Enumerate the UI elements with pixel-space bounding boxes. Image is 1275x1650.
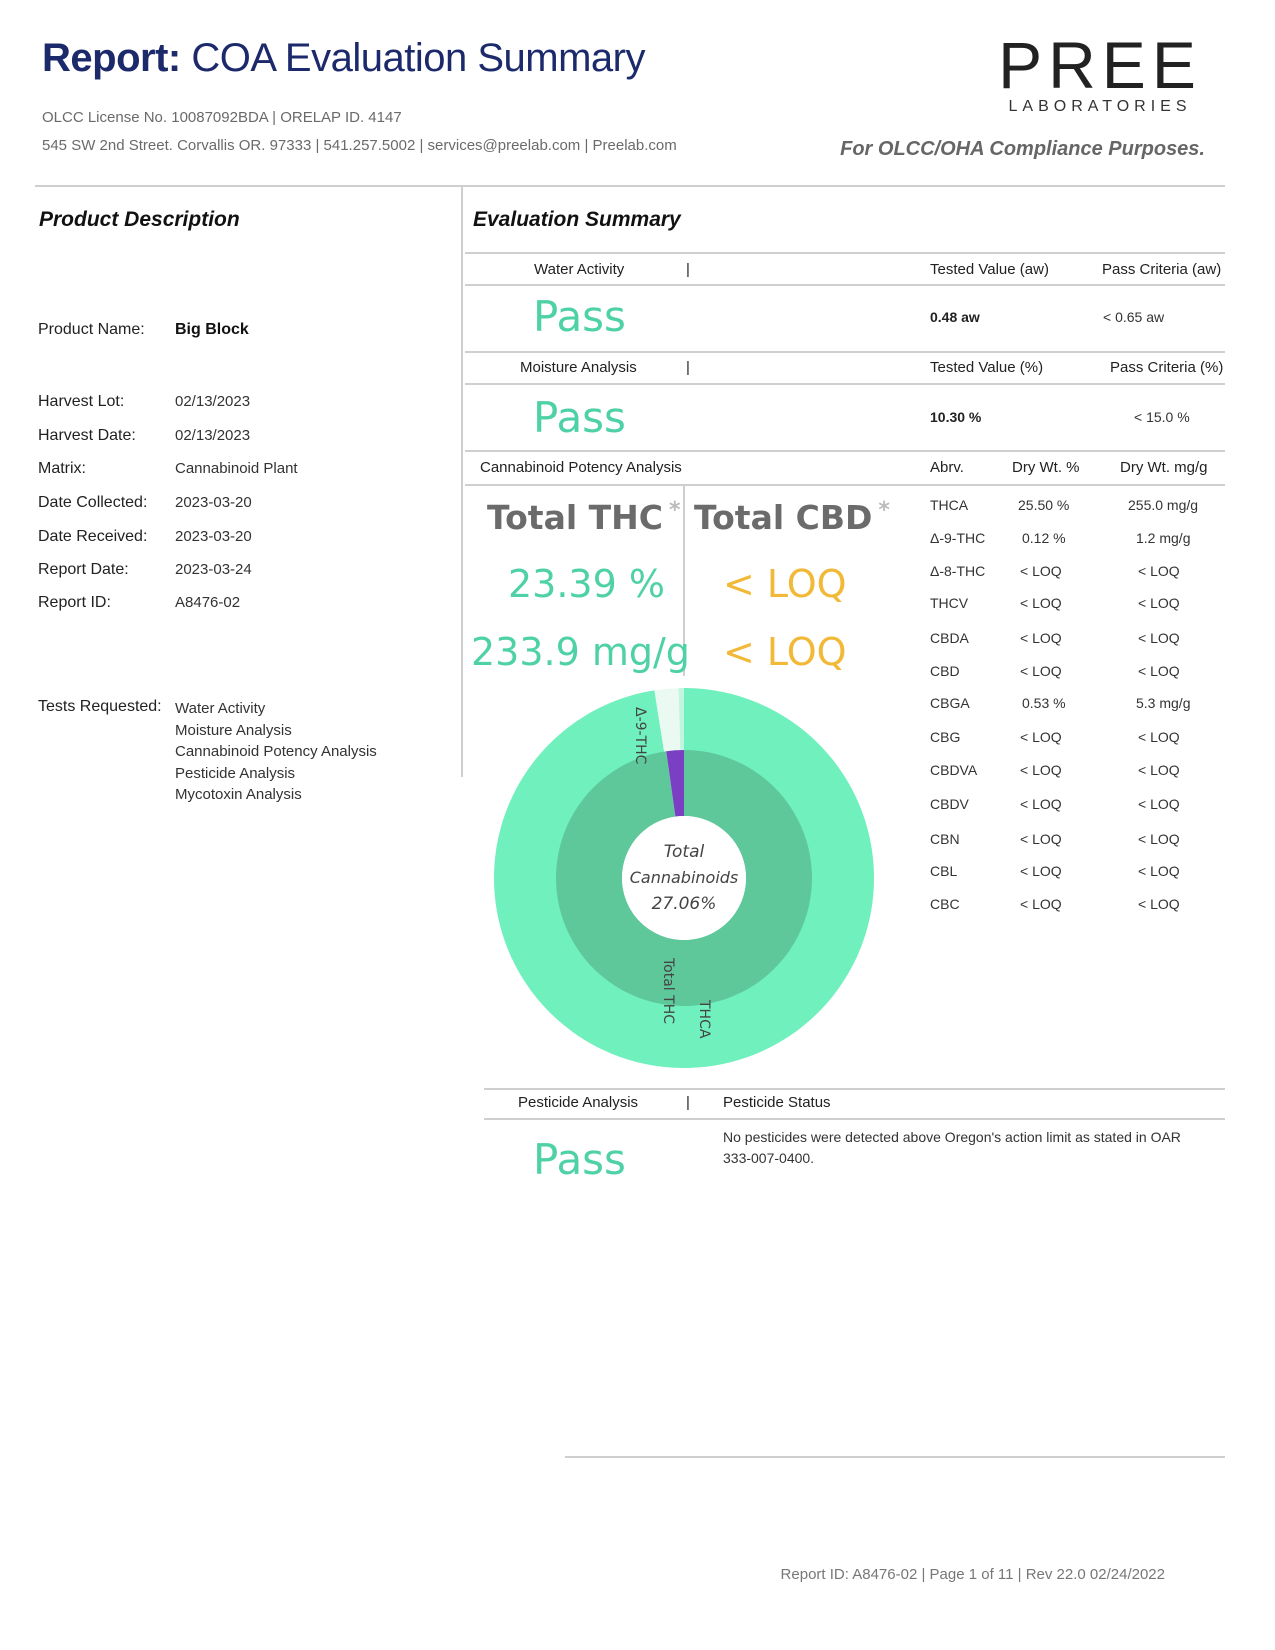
cannabinoid-mg: < LOQ	[1138, 863, 1180, 879]
column-divider	[461, 187, 463, 777]
water-tested-value: 0.48 aw	[930, 309, 980, 325]
field-label: Date Received:	[38, 528, 148, 545]
cannabinoid-pct: < LOQ	[1020, 663, 1062, 679]
cannabinoid-pct: < LOQ	[1020, 796, 1062, 812]
cannabinoid-mg: < LOQ	[1138, 630, 1180, 646]
test-item: Water Activity	[175, 700, 266, 717]
evaluation-summary-title: Evaluation Summary	[473, 208, 681, 231]
tested-value-header: Tested Value (%)	[930, 359, 1044, 376]
pesticide-analysis-label: Pesticide Analysis	[518, 1094, 639, 1111]
d9thc-slice-label: Δ-9-THC	[632, 707, 648, 765]
divider	[465, 284, 1225, 286]
matrix-value: Cannabinoid Plant	[175, 460, 298, 477]
cannabinoid-abrv: CBGA	[930, 695, 970, 711]
dry-wt-pct-header: Dry Wt. %	[1012, 459, 1080, 476]
report-id-value: A8476-02	[175, 594, 241, 611]
dry-wt-mg-header: Dry Wt. mg/g	[1120, 459, 1208, 476]
water-pass-criteria: < 0.65 aw	[1103, 309, 1165, 325]
cannabinoid-pct: < LOQ	[1020, 896, 1062, 912]
product-description-title: Product Description	[39, 208, 240, 231]
page-title: Report: COA Evaluation Summary	[42, 36, 645, 80]
pesticide-status-text: No pesticides were detected above Oregon's action limit as stated in OAR 333-007-0400.	[723, 1129, 1181, 1166]
tests-requested-label: Tests Requested:	[38, 698, 162, 715]
pesticide-result: Pass	[533, 1135, 626, 1184]
test-item: Mycotoxin Analysis	[175, 786, 302, 803]
test-item: Moisture Analysis	[175, 721, 292, 739]
cannabinoid-pct: < LOQ	[1020, 863, 1062, 879]
field-label: Report Date:	[38, 561, 129, 578]
address-line: 545 SW 2nd Street. Corvallis OR. 97333 | 541.257.5002 | services@preelab.com | Preelab.com	[42, 137, 677, 154]
cannabinoid-pct: < LOQ	[1020, 630, 1062, 646]
thca-slice-label: THCA	[696, 1000, 712, 1039]
divider	[484, 1118, 1225, 1120]
cannabinoid-abrv: CBDV	[930, 796, 969, 812]
harvest-lot-value: 02/13/2023	[175, 393, 251, 410]
cannabinoid-mg: < LOQ	[1138, 729, 1180, 745]
moisture-pass-criteria: < 15.0 %	[1134, 409, 1190, 425]
moisture-tested-value: 10.30 %	[930, 409, 982, 425]
cannabinoid-pct: 0.53 %	[1022, 695, 1066, 711]
cannabinoid-pct: 0.12 %	[1022, 530, 1066, 546]
report-date-value: 2023-03-24	[175, 561, 252, 578]
pass-criteria-header: Pass Criteria (aw)	[1102, 261, 1222, 278]
bottom-divider	[565, 1456, 1225, 1458]
separator: |	[686, 359, 690, 376]
divider	[484, 1088, 1225, 1090]
cannabinoid-mg: < LOQ	[1138, 563, 1180, 579]
cannabinoid-mg: 255.0 mg/g	[1128, 497, 1199, 513]
cannabinoid-mg: < LOQ	[1138, 796, 1180, 812]
header-divider	[35, 185, 1225, 187]
cannabinoid-abrv: CBG	[930, 729, 961, 745]
product-name-value: Big Block	[175, 321, 249, 338]
center-label-line: 27.06%	[651, 894, 717, 914]
license-line: OLCC License No. 10087092BDA | ORELAP ID. 4147	[42, 109, 402, 126]
cannabinoid-mg: < LOQ	[1138, 663, 1180, 679]
cannabinoid-pct: < LOQ	[1020, 563, 1062, 579]
total-thc-label: Total THC *	[487, 498, 681, 537]
total-cbd-mg: < LOQ	[723, 630, 847, 674]
field-label: Date Collected:	[38, 494, 148, 511]
cannabinoid-abrv: Δ-8-THC	[930, 563, 986, 579]
field-label: Report ID:	[38, 594, 111, 611]
cannabinoid-donut-chart	[470, 670, 890, 1090]
test-item: Cannabinoid Potency Analysis	[175, 743, 377, 760]
cannabinoid-abrv: CBL	[930, 863, 958, 879]
field-label: Product Name:	[38, 321, 145, 338]
cannabinoid-abrv: CBC	[930, 896, 960, 912]
divider	[465, 383, 1225, 385]
cannabinoid-abrv: Δ-9-THC	[930, 530, 986, 546]
water-activity-result: Pass	[533, 292, 626, 341]
date-collected-value: 2023-03-20	[175, 494, 252, 511]
total-cbd-label: Total CBD *	[694, 498, 890, 537]
cannabinoid-abrv: CBDVA	[930, 762, 978, 778]
cannabinoid-mg: < LOQ	[1138, 896, 1180, 912]
pass-criteria-header: Pass Criteria (%)	[1110, 359, 1224, 376]
cannabinoid-mg: 1.2 mg/g	[1136, 530, 1191, 546]
center-label-line: Total	[663, 842, 705, 862]
cannabinoid-pct: < LOQ	[1020, 831, 1062, 847]
tested-value-header: Tested Value (aw)	[930, 261, 1049, 278]
moisture-result: Pass	[533, 393, 626, 442]
pree-logo	[995, 30, 1205, 116]
cannabinoid-pct: < LOQ	[1020, 762, 1062, 778]
pesticide-status-header: Pesticide Status	[723, 1094, 831, 1111]
field-label: Harvest Lot:	[38, 393, 125, 410]
divider	[465, 351, 1225, 353]
separator: |	[686, 261, 690, 278]
total-cbd-percent: < LOQ	[723, 562, 847, 606]
divider	[465, 450, 1225, 452]
cannabinoid-mg: < LOQ	[1138, 595, 1180, 611]
field-label: Harvest Date:	[38, 427, 136, 444]
divider	[465, 252, 1225, 254]
total-thc-slice-label: Total THC	[660, 958, 676, 1025]
logo-main: PREE	[998, 28, 1202, 102]
cannabinoid-pct: 25.50 %	[1018, 497, 1070, 513]
field-label: Matrix:	[38, 460, 86, 477]
divider	[465, 484, 1225, 486]
tests-list	[175, 698, 377, 806]
abrv-header: Abrv.	[930, 459, 964, 476]
cannabinoid-abrv: THCA	[930, 497, 969, 513]
page-footer: Report ID: A8476-02 | Page 1 of 11 | Rev 22.0 02/24/2022	[780, 1566, 1165, 1583]
cannabinoid-mg: 5.3 mg/g	[1136, 695, 1191, 711]
center-label-line: Cannabinoids	[629, 868, 739, 887]
total-thc-percent: 23.39 %	[508, 562, 665, 606]
potency-analysis-label: Cannabinoid Potency Analysis	[480, 459, 682, 476]
cannabinoid-abrv: THCV	[930, 595, 969, 611]
separator: |	[686, 1094, 690, 1111]
cannabinoid-pct: < LOQ	[1020, 595, 1062, 611]
moisture-analysis-label: Moisture Analysis	[520, 359, 637, 376]
cannabinoid-mg: < LOQ	[1138, 762, 1180, 778]
cannabinoid-pct: < LOQ	[1020, 729, 1062, 745]
cannabinoid-abrv: CBD	[930, 663, 960, 679]
cannabinoid-mg: < LOQ	[1138, 831, 1180, 847]
test-item: Pesticide Analysis	[175, 764, 296, 782]
water-activity-label: Water Activity	[534, 261, 625, 278]
cannabinoid-abrv: CBN	[930, 831, 960, 847]
date-received-value: 2023-03-20	[175, 528, 252, 545]
cannabinoid-abrv: CBDA	[930, 630, 969, 646]
harvest-date-value: 02/13/2023	[175, 427, 251, 444]
compliance-note: For OLCC/OHA Compliance Purposes.	[840, 138, 1205, 160]
logo-sub: LABORATORIES	[1008, 98, 1192, 115]
total-thc-mg: 233.9 mg/g	[471, 630, 690, 674]
